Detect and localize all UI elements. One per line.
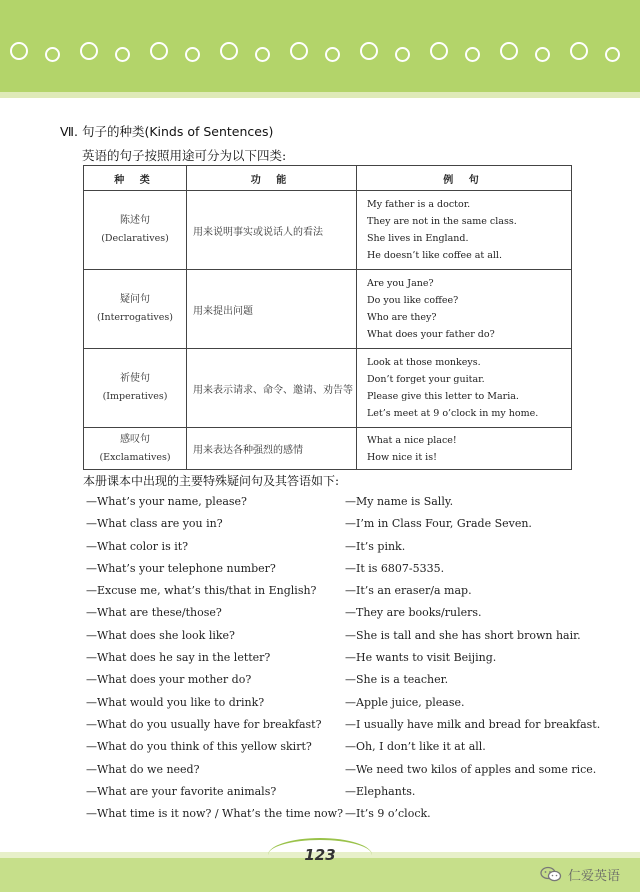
question: —Excuse me, what’s this/that in English? (86, 584, 317, 598)
example-sentence: They are not in the same class. (367, 216, 517, 227)
decorative-ring (115, 47, 130, 62)
table-row (84, 191, 572, 270)
example-sentence: Do you like coffee? (367, 295, 459, 306)
section-intro: 英语的句子按照用途可分为以下四类: (82, 148, 287, 163)
decorative-ring (255, 47, 270, 62)
kind-cell (84, 428, 187, 470)
answer: —She is tall and she has short brown hair. (345, 628, 581, 642)
question: —What’s your telephone number? (86, 561, 276, 575)
example-sentence: Please give this letter to Maria. (367, 391, 519, 402)
decorative-ring (465, 47, 480, 62)
example-sentence: She lives in England. (367, 233, 469, 244)
function-cell: 用来表达各种强烈的感情 (187, 428, 357, 470)
table-header-row (84, 166, 572, 191)
dialog-row (86, 579, 606, 601)
function-cell: 用来提出问题 (187, 270, 357, 349)
kind-label: 祈使句 (120, 373, 150, 384)
answer: —It’s pink. (345, 539, 406, 553)
kind-english: (Imperatives) (102, 391, 168, 402)
example-sentence: Don’t forget your guitar. (367, 374, 485, 385)
table-row (84, 428, 572, 470)
question: —What would you like to drink? (86, 695, 265, 709)
answer: —We need two kilos of apples and some rice. (345, 762, 597, 776)
dialog-list (86, 490, 606, 824)
watermark (540, 862, 620, 886)
examples-cell (357, 428, 572, 470)
answer: —Apple juice, please. (345, 695, 465, 709)
table-row (84, 349, 572, 428)
dialog-row (86, 646, 606, 668)
wechat-icon (540, 866, 562, 882)
function-cell: 用来表示请求、命令、邀请、劝告等 (187, 349, 357, 428)
decorative-ring (395, 47, 410, 62)
example-sentence: My father is a doctor. (367, 199, 471, 210)
example-sentence: Look at those monkeys. (367, 357, 481, 368)
decorative-ring (290, 42, 308, 60)
example-sentence: Let’s meet at 9 o’clock in my home. (367, 408, 539, 419)
example-sentence: What a nice place! (367, 434, 457, 446)
decorative-ring (220, 42, 238, 60)
sentence-kinds-table (83, 165, 572, 470)
header-kind: 种 类 (84, 166, 187, 191)
answer: —He wants to visit Beijing. (345, 651, 497, 665)
answer: —Elephants. (345, 784, 416, 798)
kind-english: (Exclamatives) (99, 451, 171, 463)
header-band (0, 0, 640, 92)
answer: —She is a teacher. (345, 673, 449, 687)
kind-cell (84, 349, 187, 428)
kind-cell (84, 191, 187, 270)
decorative-ring (150, 42, 168, 60)
dialog-row (86, 713, 606, 735)
example-sentence: He doesn’t like coffee at all. (367, 250, 502, 261)
decorative-ring (360, 42, 378, 60)
decorative-ring (45, 47, 60, 62)
answer: —Oh, I don’t like it at all. (345, 740, 486, 754)
question: —What does she look like? (86, 628, 235, 642)
answer: —It is 6807-5335. (345, 561, 445, 575)
example-sentence: Are you Jane? (367, 278, 434, 289)
decorative-ring (570, 42, 588, 60)
dialog-row (86, 601, 606, 623)
decorative-ring (605, 47, 620, 62)
decorative-ring (80, 42, 98, 60)
question: —What class are you in? (86, 517, 223, 531)
dialog-row (86, 735, 606, 757)
answer: —It’s an eraser/a map. (345, 584, 472, 598)
kind-english: (Interrogatives) (97, 312, 173, 323)
kind-label: 疑问句 (120, 294, 150, 305)
dialog-row (86, 780, 606, 802)
example-sentence: How nice it is! (367, 451, 437, 463)
examples-cell (357, 270, 572, 349)
page-number: 123 (304, 846, 336, 864)
dialog-row (86, 512, 606, 534)
kind-label: 感叹句 (120, 433, 150, 445)
decorative-ring (325, 47, 340, 62)
dialog-row (86, 758, 606, 780)
dialog-row (86, 490, 606, 512)
example-sentence: What does your father do? (367, 329, 495, 340)
answer: —I’m in Class Four, Grade Seven. (345, 517, 532, 531)
question: —What are these/those? (86, 606, 222, 620)
kind-label: 陈述句 (120, 215, 150, 226)
decorative-ring (430, 42, 448, 60)
decorative-ring (10, 42, 28, 60)
dialog-row (86, 535, 606, 557)
question: —What do you think of this yellow skirt? (86, 740, 312, 754)
decorative-ring (500, 42, 518, 60)
decorative-ring (185, 47, 200, 62)
examples-cell (357, 191, 572, 270)
table-row (84, 270, 572, 349)
function-cell: 用来说明事实或说话人的看法 (187, 191, 357, 270)
dialog-row (86, 557, 606, 579)
example-sentence: Who are they? (367, 312, 437, 323)
question: —What time is it now? / What’s the time now? (86, 807, 343, 821)
question: —What do we need? (86, 762, 200, 776)
kind-cell (84, 270, 187, 349)
section-title: Ⅶ. 句子的种类(Kinds of Sentences) (60, 124, 274, 139)
dialogs-intro: 本册课本中出现的主要特殊疑问句及其答语如下: (83, 474, 340, 488)
answer: —I usually have milk and bread for breakfast. (345, 717, 601, 731)
answer: —It’s 9 o’clock. (345, 807, 431, 821)
question: —What does your mother do? (86, 673, 252, 687)
dialog-row (86, 668, 606, 690)
question: —What color is it? (86, 539, 189, 553)
question: —What’s your name, please? (86, 495, 247, 508)
answer: —They are books/rulers. (345, 606, 482, 620)
header-function: 功 能 (187, 166, 357, 191)
question: —What do you usually have for breakfast? (86, 717, 322, 731)
examples-cell (357, 349, 572, 428)
header-examples: 例 句 (357, 166, 572, 191)
answer: —My name is Sally. (345, 495, 454, 508)
kind-english: (Declaratives) (101, 233, 169, 244)
watermark-text: 仁爱英语 (568, 868, 621, 884)
dialog-row (86, 802, 606, 824)
question: —What are your favorite animals? (86, 784, 277, 798)
question: —What does he say in the letter? (86, 651, 271, 665)
decorative-ring (535, 47, 550, 62)
header-band-edge (0, 92, 640, 98)
dialog-row (86, 624, 606, 646)
dialog-row (86, 691, 606, 713)
